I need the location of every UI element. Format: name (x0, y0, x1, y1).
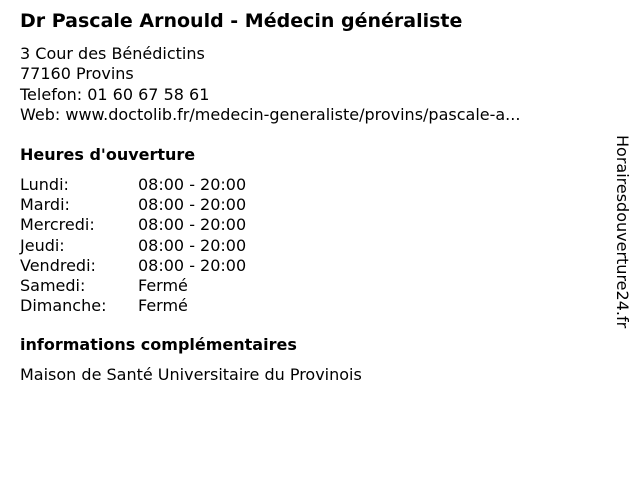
hours-row (20, 256, 246, 276)
time-value: 08:00 - 20:00 (138, 235, 247, 255)
day-label: Mardi: (20, 195, 70, 215)
site-brand-vertical: Horairesdouverture24.fr (613, 135, 632, 329)
hours-row (20, 236, 246, 256)
website-link: Web: www.doctolib.fr/medecin-generaliste/provins/pascale-a... (20, 104, 521, 124)
hours-heading: Heures d'ouverture (20, 145, 196, 164)
city-postal: 77160 Provins (20, 64, 134, 84)
hours-row (20, 175, 246, 195)
page-title: Dr Pascale Arnould - Médecin généraliste (20, 10, 463, 32)
hours-row (20, 195, 246, 215)
phone-number: Telefon: 01 60 67 58 61 (20, 84, 210, 104)
time-value: 08:00 - 20:00 (138, 255, 247, 275)
info-heading: informations complémentaires (20, 335, 297, 354)
day-label: Mercredi: (20, 215, 95, 235)
time-value: Fermé (138, 276, 188, 296)
time-value: Fermé (138, 296, 188, 316)
street-address: 3 Cour des Bénédictins (20, 44, 205, 63)
day-label: Dimanche: (20, 296, 107, 316)
time-value: 08:00 - 20:00 (138, 195, 247, 215)
info-text: Maison de Santé Universitaire du Provinois (20, 365, 362, 384)
address-block (20, 44, 520, 125)
time-value: 08:00 - 20:00 (138, 215, 247, 235)
hours-row (20, 296, 246, 316)
day-label: Jeudi: (20, 235, 65, 255)
day-label: Lundi: (20, 175, 69, 194)
day-label: Vendredi: (20, 255, 96, 275)
day-label: Samedi: (20, 276, 86, 296)
hours-row (20, 215, 246, 235)
hours-table (20, 175, 246, 316)
time-value: 08:00 - 20:00 (138, 175, 247, 194)
hours-row (20, 276, 246, 296)
